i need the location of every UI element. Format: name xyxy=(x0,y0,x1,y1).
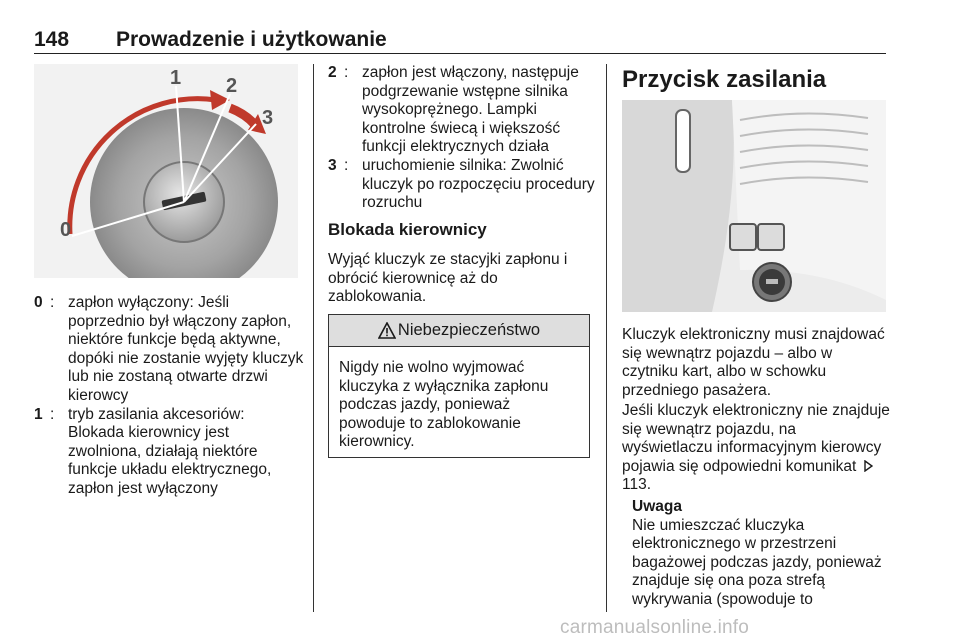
note-text: Nie umieszczać kluczyka elektronicznego w przestrzeni bagażowej podczas jazdy, ponieważ znajduje się ona poza strefą wykrywania (spowoduje to xyxy=(632,516,882,608)
position-key: 2 xyxy=(328,64,337,81)
ignition-positions-list-a xyxy=(34,294,304,499)
position-key: 3 xyxy=(328,156,337,174)
switch-left xyxy=(730,224,756,250)
danger-box-title: Niebezpieczeństwo xyxy=(397,321,541,339)
position-description: uruchomienie silnika: Zwolnić kluczyk po rozpoczęciu procedury rozruchu xyxy=(362,156,595,212)
danger-box-header xyxy=(329,315,589,347)
column-divider-right xyxy=(606,64,607,612)
power-button-para-2-text: Jeśli kluczyk elektroniczny nie znajduje się wewnątrz pojazdu, na wyświetlaczu informacyjnym kierowcy pojawia się odpowiedni komunikat xyxy=(622,402,890,475)
page-header xyxy=(34,28,886,54)
position-label-3: 3 xyxy=(262,107,274,129)
position-key: 1 xyxy=(34,405,43,423)
switch-right xyxy=(758,224,784,250)
power-button-para-2 xyxy=(622,402,890,495)
position-key: 0 xyxy=(34,294,43,311)
card-reader-slot xyxy=(676,110,690,172)
note-label: Uwaga xyxy=(632,498,682,515)
page-reference-number[interactable]: 113. xyxy=(622,476,652,494)
page-reference-icon xyxy=(863,460,873,472)
ignition-positions-list-b xyxy=(328,64,598,213)
danger-box xyxy=(328,314,590,458)
ignition-position-2: 2 : zapłon jest włączony, następuje podgrzewanie wstępne silnika wysokoprężnego. Lampki kontrolne świecą i większość funkcji elektrycznych działa xyxy=(328,64,598,157)
warning-triangle-icon xyxy=(378,322,396,339)
position-label-2: 2 xyxy=(226,75,238,97)
position-description: zapłon jest włączony, następuje podgrzewanie wstępne silnika wysokoprężnego. Lampki kontrolne świecą i większość funkcji elektrycznych działa xyxy=(362,64,579,156)
dashboard-photo-illustration xyxy=(622,100,886,312)
power-button-heading: Przycisk zasilania xyxy=(622,66,827,93)
power-button-figure xyxy=(622,100,886,312)
watermark: carmanualsonline.info xyxy=(560,617,750,638)
position-description: zapłon wyłączony: Jeśli poprzednio był włączony zapłon, niektóre funkcje będą aktywne, dopóki nie zostanie wyjęty kluczyk lub nie zostaną otwarte drzwi kierowcy xyxy=(68,294,304,404)
page-title: Prowadzenie i użytkowanie xyxy=(116,28,387,51)
column-divider-left xyxy=(313,64,314,612)
position-label-1: 1 xyxy=(170,67,182,89)
ignition-position-0: 0 : zapłon wyłączony: Jeśli poprzednio był włączony zapłon, niektóre funkcje będą aktywne, dopóki nie zostanie wyjęty kluczyk lub nie zostaną otwarte drzwi kierowcy xyxy=(34,294,304,404)
ignition-position-1: 1 : tryb zasilania akcesoriów: Blokada kierownicy jest zwolniona, działają niektóre funkcje układu elektrycznego, zapłon jest wyłączony xyxy=(34,406,304,499)
ignition-switch-illustration xyxy=(34,64,298,278)
power-button-para-1: Kluczyk elektroniczny musi znajdować się wewnątrz pojazdu – albo w czytniku kart, albo w schowku przedniego pasażera. xyxy=(622,326,885,399)
steering-lock-heading: Blokada kierownicy xyxy=(328,220,487,239)
position-label-0: 0 xyxy=(60,219,72,241)
note-block xyxy=(632,498,892,610)
page-number: 148 xyxy=(34,28,70,51)
danger-box-text: Nigdy nie wolno wyjmować kluczyka z wyłącznika zapłonu podczas jazdy, ponieważ powoduje to zablokowanie kierownicy. xyxy=(339,359,549,451)
ignition-switch-figure xyxy=(34,64,298,278)
ignition-position-3: 3 : uruchomienie silnika: Zwolnić kluczyk po rozpoczęciu procedury rozruchu xyxy=(328,157,598,213)
position-description: tryb zasilania akcesoriów: Blokada kierownicy jest zwolniona, działają niektóre funkcje układu elektrycznego, zapłon jest wyłączony xyxy=(68,405,272,497)
steering-lock-text: Wyjąć kluczyk ze stacyjki zapłonu i obrócić kierownicę aż do zablokowania. xyxy=(328,251,568,306)
